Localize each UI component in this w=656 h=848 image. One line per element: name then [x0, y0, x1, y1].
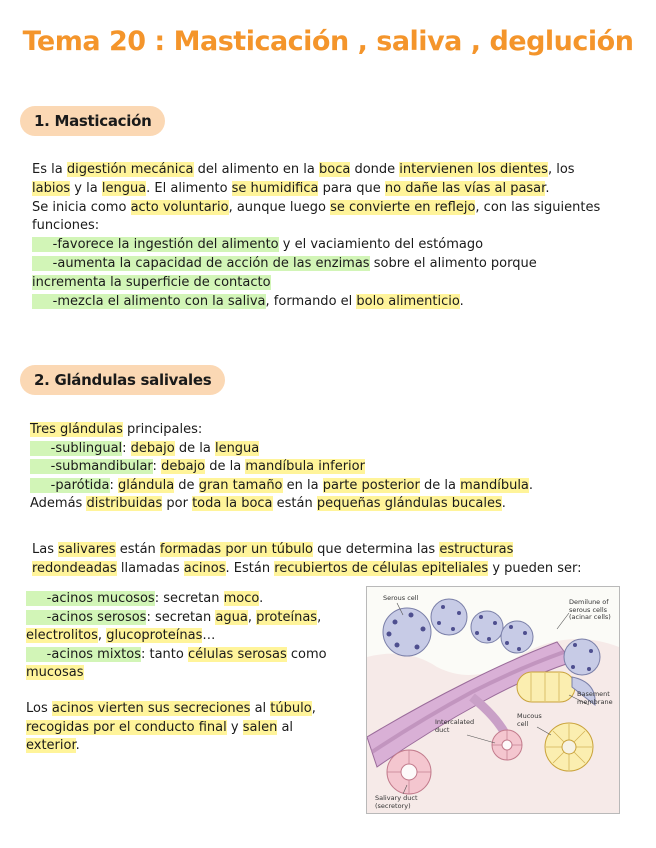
text-line	[32, 217, 99, 234]
text-segment: al	[250, 701, 271, 716]
highlighted-text: -acinos serosos	[26, 609, 147, 625]
text-line	[32, 199, 600, 216]
text-segment: para que	[318, 180, 385, 196]
text-segment: :	[109, 477, 119, 493]
highlighted-text: -parótida	[30, 477, 110, 493]
highlighted-text: mandíbula	[460, 477, 529, 493]
highlighted-text: toda la boca	[192, 496, 273, 512]
text-segment: .	[545, 180, 550, 196]
text-segment: y el vaciamiento del estómago	[278, 237, 484, 253]
text-line	[32, 560, 582, 577]
text-line	[32, 180, 549, 197]
text-segment: de la	[205, 459, 246, 475]
highlighted-text: pequeñas glándulas bucales	[316, 496, 502, 512]
text-line	[32, 236, 483, 253]
text-line	[26, 700, 316, 717]
text-segment: funciones:	[32, 218, 100, 234]
highlighted-text: -sublingual	[30, 440, 123, 456]
section-heading-glandulas: 2. Glándulas salivales	[20, 365, 225, 395]
highlighted-text: -favorece la ingestión del alimento	[32, 237, 279, 253]
text-line	[32, 293, 464, 310]
highlighted-text: estructuras	[439, 542, 514, 557]
text-segment: . Están	[225, 560, 275, 576]
text-line	[30, 440, 259, 457]
highlighted-text: digestión mecánica	[66, 162, 194, 177]
text-segment: Es la	[32, 162, 67, 177]
text-line	[30, 495, 506, 512]
text-line	[26, 609, 321, 626]
text-segment: principales:	[122, 422, 203, 437]
text-segment: de	[174, 477, 199, 493]
text-segment: .	[528, 477, 534, 493]
highlighted-text: -acinos mucosos	[26, 591, 155, 606]
highlighted-text: intervienen los dientes	[399, 162, 548, 177]
highlighted-text: electrolitos	[26, 628, 98, 644]
highlighted-text: mandíbula inferior	[245, 459, 365, 475]
highlighted-text: lengua	[101, 180, 147, 196]
text-segment: Además	[30, 496, 87, 512]
text-line	[32, 274, 271, 291]
text-line	[30, 477, 533, 494]
highlighted-text: mucosas	[26, 665, 84, 681]
highlighted-text: se convierte en reflejo	[330, 199, 476, 215]
text-line	[26, 590, 263, 607]
text-segment: , los	[547, 162, 575, 177]
highlighted-text: moco	[223, 591, 260, 606]
text-segment: y	[226, 719, 243, 735]
highlighted-text: no dañe las vías al pasar	[384, 180, 546, 196]
text-segment: :	[122, 440, 131, 456]
highlighted-text: redondeadas	[32, 560, 117, 576]
highlighted-text: -mezcla el alimento con la saliva	[32, 293, 266, 309]
text-segment: están	[115, 542, 160, 557]
highlighted-text: se humidifica	[231, 180, 319, 196]
salivary-gland-illustration	[366, 586, 620, 814]
highlighted-text: -acinos mixtos	[26, 646, 141, 662]
highlighted-text: glándula	[118, 477, 175, 493]
text-segment: : tanto	[140, 646, 188, 662]
highlighted-text: labios	[32, 180, 71, 196]
label-serous-cell: Serous cell	[383, 594, 419, 602]
text-segment: en la	[282, 477, 323, 493]
page-title: Tema 20 : Masticación , saliva , deglución	[22, 26, 634, 57]
text-segment: de la	[174, 440, 215, 456]
text-segment: Los	[26, 701, 52, 716]
text-segment: y la	[70, 180, 102, 196]
text-segment: del alimento en la	[193, 162, 319, 177]
highlighted-text: formadas por un túbulo	[159, 542, 314, 557]
highlighted-text: salivares	[58, 542, 116, 557]
text-line	[26, 737, 80, 754]
highlighted-text: recubiertos de células epiteliales	[274, 560, 489, 576]
text-segment: que determina las	[313, 542, 440, 557]
text-line	[32, 161, 575, 178]
text-segment: Las	[32, 542, 59, 557]
text-segment: .	[75, 738, 80, 754]
highlighted-text: parte posterior	[322, 477, 420, 493]
highlighted-text: recogidas por el conducto final	[26, 719, 227, 735]
highlighted-text: boca	[319, 162, 351, 177]
highlighted-text: exterior	[26, 738, 76, 754]
highlighted-text: glucoproteínas	[106, 628, 203, 644]
text-line	[26, 719, 293, 736]
text-line	[30, 458, 365, 475]
text-segment: donde	[350, 162, 400, 177]
highlighted-text: acto voluntario	[130, 199, 229, 215]
text-segment: al	[277, 719, 294, 735]
text-segment: .	[459, 293, 464, 309]
text-line	[32, 541, 513, 558]
highlighted-text: células serosas	[187, 646, 287, 662]
label-demilune: Demilune of serous cells (acinar cells)	[569, 598, 611, 621]
text-segment: , con las siguientes	[475, 199, 601, 215]
text-segment: están	[272, 496, 317, 512]
text-segment: por	[162, 496, 193, 512]
text-segment: como	[286, 646, 327, 662]
label-intercalated-duct: Intercalated duct	[435, 718, 475, 734]
highlighted-text: gran tamaño	[198, 477, 283, 493]
text-segment: :	[152, 459, 162, 475]
text-segment: , formando el	[265, 293, 357, 309]
highlighted-text: agua	[215, 609, 248, 625]
label-mucous-cell: Mucous cell	[517, 712, 542, 728]
highlighted-text: salen	[242, 719, 278, 735]
text-segment: , aunque luego	[228, 199, 331, 215]
text-segment: …	[202, 628, 216, 644]
text-line	[26, 664, 84, 681]
highlighted-text: bolo alimenticio	[356, 293, 460, 309]
highlighted-text: acinos vierten sus secreciones	[51, 701, 251, 716]
text-segment: .	[259, 591, 264, 606]
text-segment: y pueden ser:	[488, 560, 582, 576]
text-segment: sobre el alimento porque	[369, 256, 537, 271]
text-segment: : secretan	[146, 609, 216, 625]
text-segment: ,	[317, 609, 322, 625]
highlighted-text: -submandibular	[30, 459, 153, 475]
highlighted-text: -aumenta la capacidad de acción de las enzimas	[32, 256, 370, 271]
label-basement-membrane: Basement membrane	[577, 690, 613, 706]
text-segment: ,	[311, 701, 316, 716]
highlighted-text: debajo	[161, 459, 206, 475]
text-segment: ,	[97, 628, 107, 644]
text-segment: ,	[247, 609, 257, 625]
highlighted-text: Tres glándulas	[30, 422, 123, 437]
highlighted-text: incrementa la superficie de contacto	[32, 274, 271, 290]
highlighted-text: distribuidas	[86, 496, 163, 512]
highlighted-text: proteínas	[256, 609, 318, 625]
text-segment: . El alimento	[146, 180, 232, 196]
text-segment: : secretan	[154, 591, 224, 606]
text-segment: de la	[419, 477, 461, 493]
label-salivary-duct: Salivary duct (secretory)	[375, 794, 418, 810]
text-segment: llamadas	[116, 560, 184, 576]
highlighted-text: lengua	[214, 440, 260, 456]
text-segment: Se inicia como	[32, 199, 131, 215]
text-line	[30, 421, 202, 438]
text-line	[32, 255, 537, 272]
section-heading-masticacion: 1. Masticación	[20, 106, 165, 136]
text-line	[26, 627, 215, 644]
text-line	[26, 646, 327, 663]
highlighted-text: acinos	[183, 560, 226, 576]
highlighted-text: debajo	[130, 440, 175, 456]
text-segment: .	[501, 496, 506, 512]
highlighted-text: túbulo	[270, 701, 312, 716]
